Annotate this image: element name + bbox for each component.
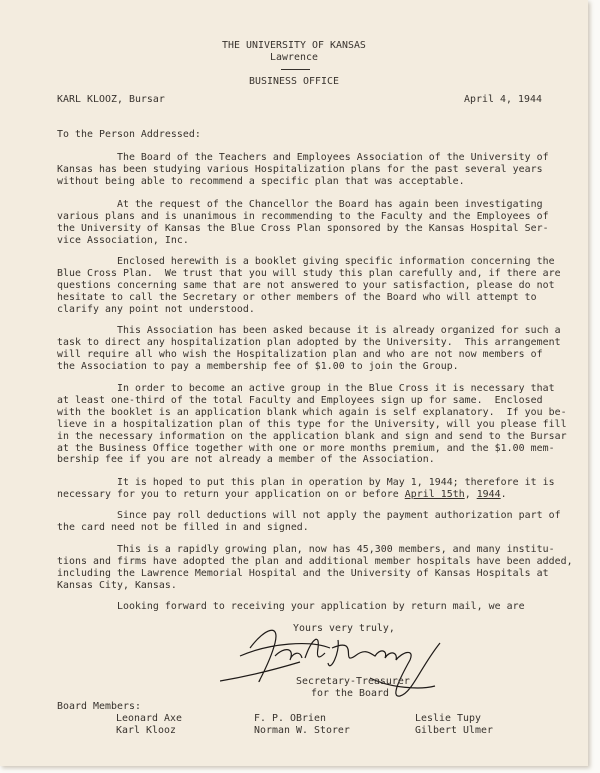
comma: , (464, 489, 477, 500)
body-line: without being able to recommend a specific plan that was acceptable. (57, 175, 465, 187)
body-line: questions concerning same that are not answered to your satisfaction, please do not (57, 279, 555, 291)
board-member: F. P. OBrien (254, 713, 326, 724)
body-line: task to direct any hospitalization plan adopted by the University. This arrangement (57, 336, 561, 348)
body-line: with the booklet is an application blank which again is self explanatory. If you be- (57, 406, 567, 418)
letterhead-divider (281, 69, 310, 70)
body-line: vice Association, Inc. (57, 234, 189, 246)
board-member: Leonard Axe (116, 713, 182, 724)
deadline-date: April 15th (404, 489, 465, 500)
body-line: Blue Cross Plan. We trust that you will study this plan carefully and, if there are (57, 267, 561, 279)
body-line: at the Business Office together with one or more months premium, and the $1.00 mem- (57, 442, 555, 454)
period: . (500, 489, 507, 500)
board-member: Karl Klooz (116, 725, 176, 736)
deadline-line (57, 489, 507, 501)
body-line: Since pay roll deductions will not apply the payment authorization part of (57, 510, 561, 521)
letterhead-office: BUSINESS OFFICE (249, 76, 339, 87)
board-member: Gilbert Ulmer (415, 725, 493, 736)
body-line: hesitate to call the Secretary or other members of the Board who will attempt to (57, 291, 537, 303)
board-members-heading: Board Members: (57, 701, 141, 712)
sender-line: KARL KLOOZ, Bursar (57, 94, 165, 105)
body-line: at least one-third of the total Faculty and Employees sign up for same. Enclosed (57, 394, 543, 406)
body-line: various plans and is unanimous in recommending to the Faculty and the Employees of (57, 210, 549, 222)
body-line: In order to become an active group in the Blue Cross it is necessary that (57, 383, 555, 394)
body-line: the Association to pay a membership fee of $1.00 to join the Group. (57, 360, 459, 372)
body-line: The Board of the Teachers and Employees Association of the University of (57, 152, 549, 163)
body-line: the University of Kansas the Blue Cross Plan sponsored by the Kansas Hospital Ser- (57, 222, 549, 234)
closing: Yours very truly, (293, 623, 395, 634)
board-member: Leslie Tupy (415, 713, 481, 724)
body-line: including the Lawrence Memorial Hospital and the University of Kansas Hospitals at (57, 567, 549, 579)
body-line: This Association has been asked because it is already organized for such a (57, 325, 561, 336)
body-line: lieve in a hospitalization plan of this type for the University, will you please fill (57, 418, 567, 430)
letter-date: April 4, 1944 (464, 94, 542, 105)
body-line: This is a rapidly growing plan, now has 45,300 members, and many institu- (57, 544, 555, 555)
body-line: clarify any point not understood. (57, 303, 255, 315)
deadline_prefix: necessary for you to return your application on or before (57, 489, 405, 500)
body-line: Kansas has been studying various Hospitalization plans for the past several years (57, 163, 543, 175)
body-line: will require all who wish the Hospitalization plan and who are not now members of (57, 348, 543, 360)
letterhead-institution: THE UNIVERSITY OF KANSAS (222, 40, 366, 51)
deadline-year: 1944 (476, 489, 501, 500)
body-line: Enclosed herewith is a booklet giving specific information concerning the (57, 256, 555, 267)
body-line: It is hoped to put this plan in operation by May 1, 1944; therefore it is (57, 477, 555, 488)
body-line: in the necessary information on the application blank and sign and send to the Bursar (57, 430, 567, 442)
body-line: Kansas City, Kansas. (57, 579, 177, 591)
signer-title: Secretary-Treasurer (296, 676, 410, 687)
body-line: tions and firms have adopted the plan and additional member hospitals have been added, (57, 555, 573, 567)
body-line: Looking forward to receiving your application by return mail, we are (57, 601, 525, 612)
board-member: Norman W. Storer (254, 725, 350, 736)
body-line: the card need not be filled in and signed. (57, 521, 309, 533)
salutation: To the Person Addressed: (57, 129, 201, 140)
letterhead-city: Lawrence (270, 52, 318, 63)
signer-title-board: for the Board (311, 688, 389, 699)
body-line: At the request of the Chancellor the Board has again been investigating (57, 199, 543, 210)
body-line: bership fee if you are not already a member of the Association. (57, 454, 435, 466)
